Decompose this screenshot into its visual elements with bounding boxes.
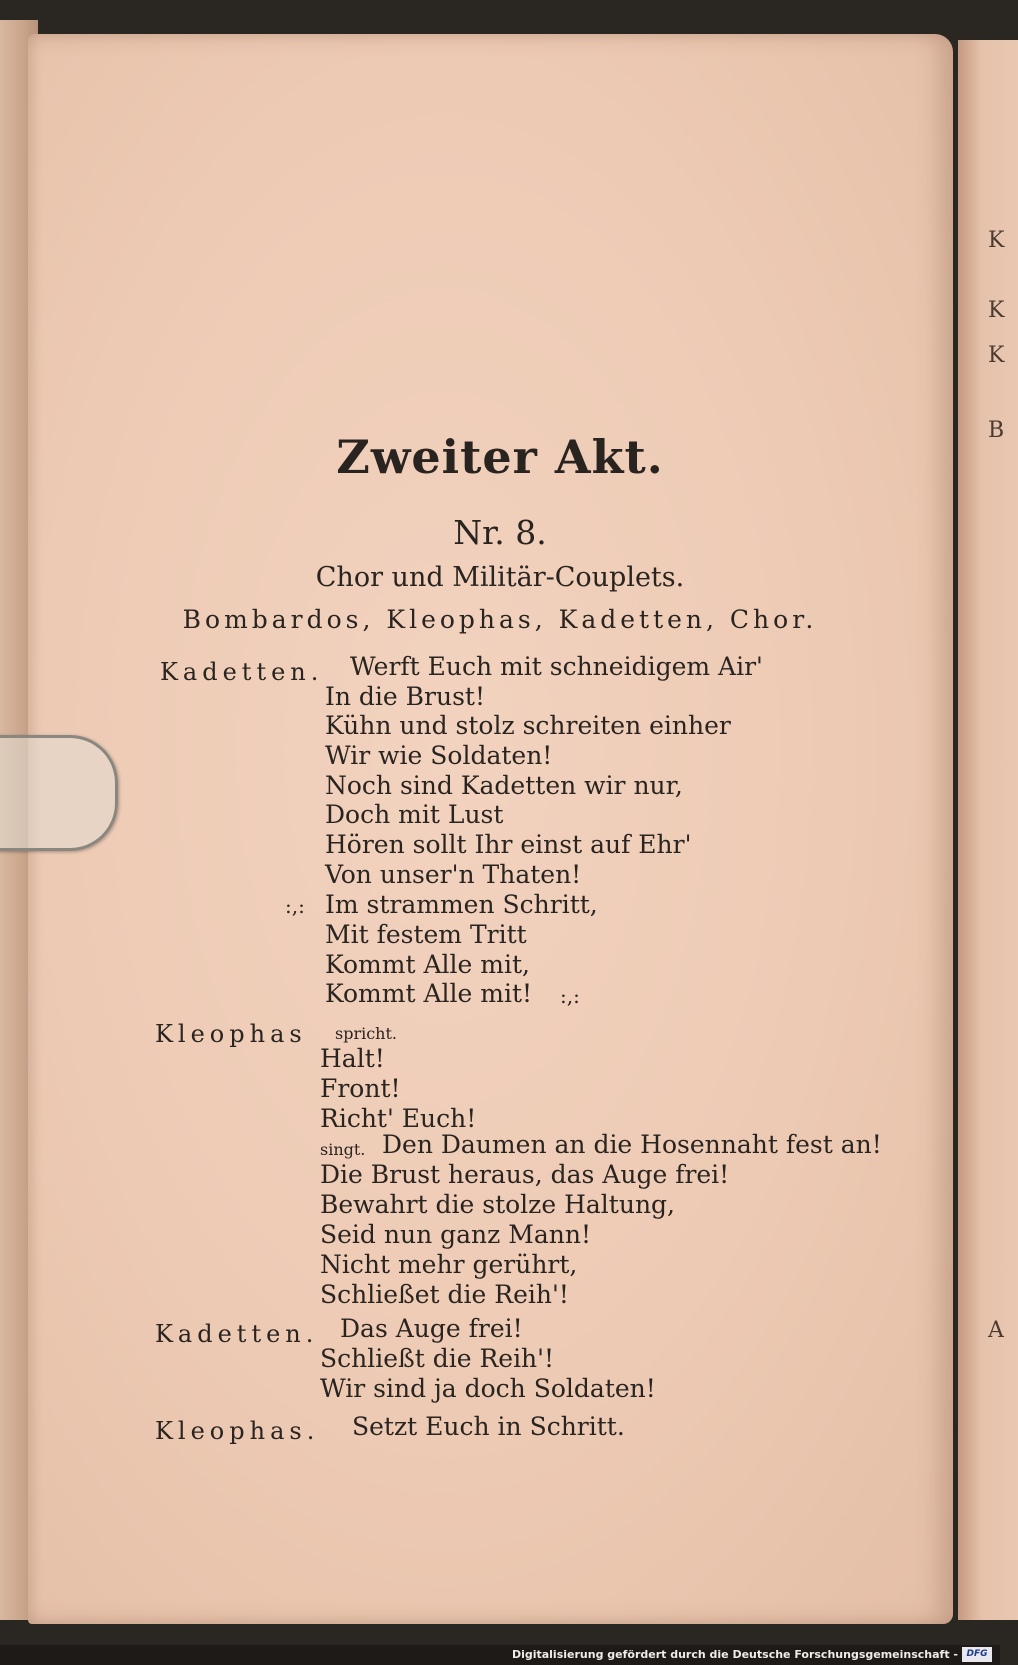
verse-line: Wir sind ja doch Soldaten! (320, 1374, 656, 1403)
act-title: Zweiter Akt. (336, 430, 664, 484)
stage-direction: singt. (320, 1140, 366, 1159)
verse-line: Front! (320, 1074, 401, 1103)
repeat-mark-end: :,: (560, 984, 580, 1008)
speaker-kleophas: Kleophas (155, 1020, 307, 1048)
verse-line: Von unser'n Thaten! (325, 860, 582, 889)
facing-page-edge (958, 40, 1018, 1620)
verse-line: Noch sind Kadetten wir nur, (325, 771, 683, 800)
verse-line: Doch mit Lust (325, 800, 504, 829)
verse-line: Kommt Alle mit! (325, 979, 533, 1008)
verse-line: Seid nun ganz Mann! (320, 1220, 591, 1249)
verse-line: Halt! (320, 1044, 385, 1073)
verse-line: Schließet die Reih'! (320, 1280, 569, 1309)
verse-line: Wir wie Soldaten! (325, 741, 553, 770)
speaker-kleophas: Kleophas. (155, 1417, 320, 1445)
verse-line: Richt' Euch! (320, 1104, 477, 1133)
repeat-mark-start: :,: (285, 894, 305, 918)
verse-line: Die Brust heraus, das Auge frei! (320, 1160, 730, 1189)
verse-line: Das Auge frei! (340, 1314, 523, 1343)
verse-line: Werft Euch mit schneidigem Air' (350, 652, 763, 681)
facing-page-glyph: K (988, 228, 1005, 253)
footer-bar (0, 1645, 1000, 1665)
speaker-kadetten: Kadetten. (155, 1320, 319, 1348)
verse-line: Kühn und stolz schreiten einher (325, 711, 731, 740)
funding-notice: Digitalisierung gefördert durch die Deutsche Forschungsgemeinschaft - (511, 1648, 958, 1661)
verse-line: Setzt Euch in Schritt. (352, 1412, 625, 1441)
dfg-logo: DFG (962, 1647, 992, 1662)
speaker-kadetten: Kadetten. (160, 658, 324, 686)
cast-list: Bombardos, Kleophas, Kadetten, Chor. (182, 605, 818, 634)
verse-line: Kommt Alle mit, (325, 950, 530, 979)
verse-line: In die Brust! (325, 682, 486, 711)
page-clip (0, 735, 118, 851)
stage-direction: spricht. (335, 1024, 397, 1043)
verse-line: Im strammen Schritt, (325, 890, 598, 919)
facing-page-glyph: B (988, 418, 1005, 443)
piece-subtitle: Chor und Militär-Couplets. (315, 562, 685, 593)
facing-page-glyph: K (988, 343, 1005, 368)
verse-line: Schließt die Reih'! (320, 1344, 555, 1373)
verse-line: Hören sollt Ihr einst auf Ehr' (325, 830, 692, 859)
verse-line: Bewahrt die stolze Haltung, (320, 1190, 675, 1219)
verse-line: Den Daumen an die Hosennaht fest an! (382, 1130, 882, 1159)
facing-page-glyph: A (988, 1318, 1004, 1343)
verse-line: Nicht mehr gerührt, (320, 1250, 578, 1279)
number-heading: Nr. 8. (453, 513, 547, 552)
verse-line: Mit festem Tritt (325, 920, 527, 949)
facing-page-glyph: K (988, 298, 1005, 323)
